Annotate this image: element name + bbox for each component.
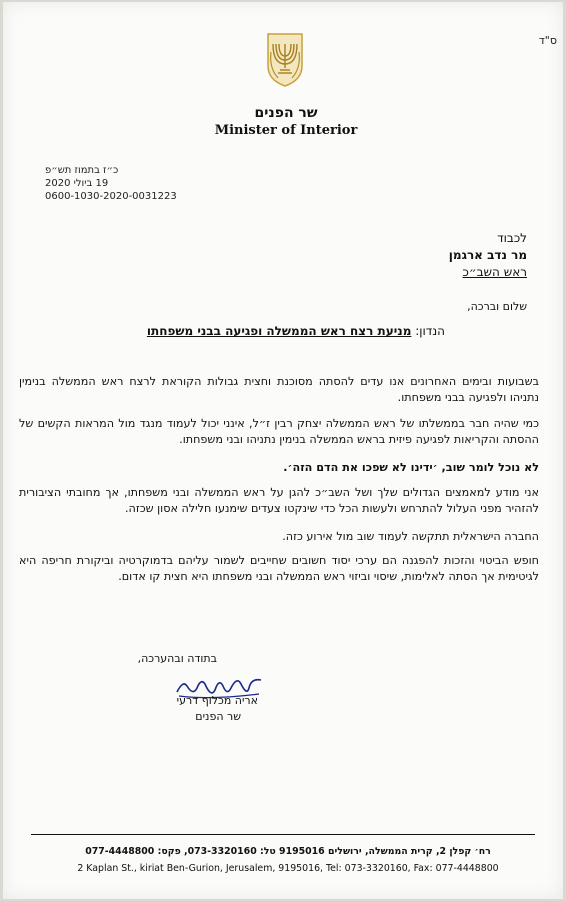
letter-meta — [45, 164, 177, 203]
paragraph-6: חופש הביטוי והזכות להפגנה הם ערכי יסוד חשובים שחייבים לשמור עליהם בדמוקרטיה וביקורת חריפה היא לגיטימית אך הסתה לאלימות, שיסוי וביזוי ראש הממשלה ובני משפחתו היא חצית קו אדום. — [19, 554, 539, 583]
hebrew-date: כ״ז בתמוז תש״פ — [45, 165, 119, 176]
subject-line — [147, 324, 445, 338]
footer-divider — [31, 834, 535, 835]
signatory-title: שר הפנים — [195, 710, 241, 723]
corner-mark: ס"ד — [538, 34, 557, 47]
subject-text: מניעת רצח ראש הממשלה ופגיעה בבני משפחתו — [146, 324, 412, 338]
paragraph-4: אני מודע למאמצים הגדולים שלך ושל השב״כ להגן על ראש הממשלה ובני משפחתו, אך מחובתי הציבורית להזהיר מפני העלול להתרחש ולעשות הכל כדי שינקטו צעדים שימנעו חלילה אסון שכזה. — [19, 486, 539, 515]
paragraph-3: לא נוכל לומר שוב, ׳ידינו לא שפכו את הדם הזה׳. — [283, 461, 539, 474]
menorah-emblem-icon — [264, 32, 306, 88]
footer-address-hebrew: רח׳ קפלן 2, קרית הממשלה, ירושלים 9195016 טל: 073-3320160, פקס: 077-4448800 — [85, 846, 491, 857]
recipient-salutation: לכבוד — [497, 231, 527, 245]
minister-title-hebrew: שר הפנים — [254, 105, 318, 121]
subject-label: הנדון: — [415, 324, 445, 338]
letter-page — [3, 2, 563, 899]
recipient-role: ראש השב״כ — [462, 265, 527, 279]
minister-title-english: Minister of Interior — [214, 123, 358, 138]
signatory-name: אריה מכלוף דרעי — [176, 694, 258, 707]
footer-address-english: 2 Kaplan St., kiriat Ben-Gurion, Jerusalem, 9195016, Tel: 073-3320160, Fax: 077-4448800 — [77, 863, 499, 874]
closing-regards: בתודה ובהערכה, — [137, 652, 217, 665]
reference-number: 0600-1030-2020-0031223 — [45, 191, 177, 202]
paragraph-1: בשבועות ובימים האחרונים אנו עדים להסתה מסוכנת וחצית גבולות הקוראת לרצח ראש הממשלה בנימין נתניהו ולפגיעה בבני משפחתו. — [19, 375, 539, 404]
recipient-name: מר נדב ארגמן — [448, 248, 527, 262]
recipient-block — [449, 230, 527, 281]
greeting: שלום וברכה, — [467, 300, 527, 313]
paragraph-5: החברה הישראלית תתקשה לעמוד שוב מול אירוע כזה. — [282, 530, 539, 543]
gregorian-date: 19 ביולי 2020 — [45, 178, 109, 189]
paragraph-2: כמי שהיה חבר בממשלתו של ראש הממשלה יצחק רבין ז״ל, אינני יכול לעמוד מנגד מול המראות הקשים של ההסתה והקריאות לפגיעה פיזית בראש הממשלה בנימין נתניהו ובני משפחתו. — [19, 417, 539, 446]
